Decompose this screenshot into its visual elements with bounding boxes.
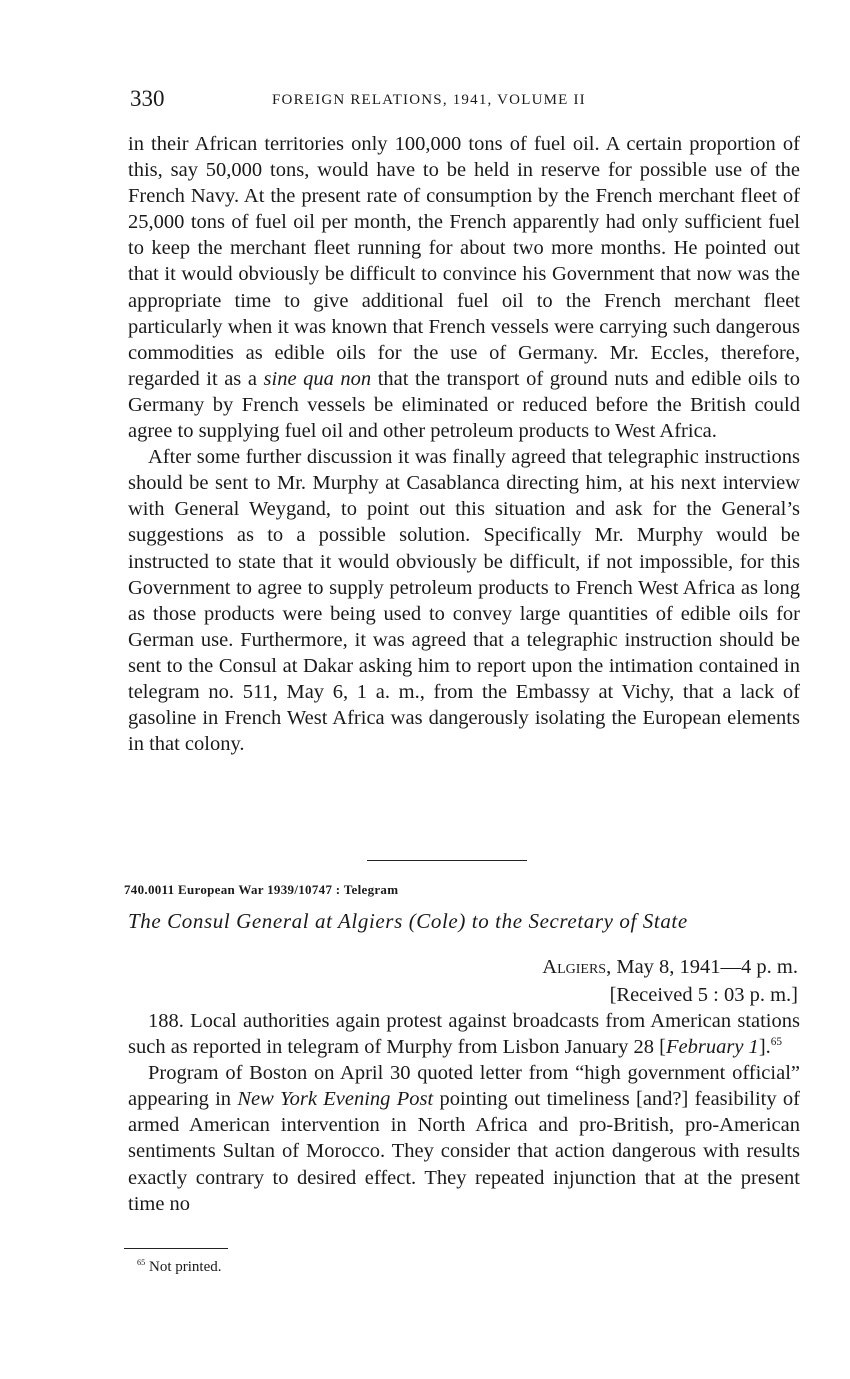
footnote-mark: 65 [137,1258,146,1268]
footnote [137,1259,222,1276]
footnote-reference: 65 [770,1036,783,1049]
dateline-received: [Received 5 : 03 p. m.] [609,984,798,1006]
paragraph-text: 188. Local authorities again protest against broadcasts from American stations such as reported in telegram of Murphy from Lisbon January 28 [ [128,1010,800,1059]
dateline-sent [542,953,798,981]
italic-date: February 1 [666,1036,759,1059]
document-title: The Consul General at Algiers (Cole) to the Secretary of State [128,909,688,933]
paragraph-broadcasts [128,1008,800,1060]
italic-publication: New York Evening Post [237,1088,434,1111]
paragraph-text: Program of Boston on April 30 quoted letter from “high government official” appearing in [128,1062,800,1111]
footnote-divider [124,1248,228,1249]
running-head: FOREIGN RELATIONS, 1941, VOLUME II [272,92,586,108]
paragraph-text: pointing out timeliness [and?] feasibility of armed American intervention in North Africa and pro-British, pro-American sentiments Sultan of Morocco. They consider that action dangerous with results exactly contrary to desired effect. They repeated injunction that at the present time no [128,1088,801,1215]
bracket-close: ]. [758,1036,771,1059]
dateline [542,953,798,1009]
section-divider [367,860,527,861]
paragraph-text: in their African territories only 100,000 tons of fuel oil. A certain proportion of this, say 50,000 tons, would have to be held in reserve for possible use of the French Navy. At the present rate of consumption by the French merchant fleet of 25,000 tons of fuel oil per month, the French apparently had only sufficient fuel to keep the merchant fleet running for about two more months. He pointed out that it would obviously be difficult to convince his Government that now was the appropriate time to give additional fuel oil to the French merchant fleet particularly when it was known that French vessels were carrying such dangerous commodities as edible oils for the use of Germany. Mr. Eccles, therefore, regarded it as a [128,133,800,390]
footnote-text: Not printed. [145,1259,222,1275]
discussion-text-block [128,131,800,757]
paragraph-agreement: After some further discussion it was finally agreed that telegraphic instructions should be sent to Mr. Murphy at Casablanca directing him, at his next interview with General Weygand, to point out this situation and ask for the General’s suggestions as to a possible solution. Specifically Mr. Murphy would be instructed to state that it would obviously be difficult, if not impossible, for this Government to agree to supply petroleum products to French West Africa as long as those products were being used to convey large quantities of edible oils for German use. Furthermore, it was agreed that a telegraphic instruction should be sent to the Consul at Dakar asking him to report upon the intimation contained in telegram no. 511, May 6, 1 a. m., from the Embassy at Vichy, that a lack of gasoline in French West Africa was dangerously isolating the European elements in that colony. [128,446,800,756]
document-file-reference: 740.0011 European War 1939/10747 : Telegram [124,882,399,897]
page-header [130,86,670,116]
dateline-date: May 8, 1941—4 p. m. [611,956,798,978]
paragraph-fuel-oil [128,131,800,444]
italic-phrase: sine qua non [263,367,372,390]
dateline-place: Algiers, [542,956,612,978]
paragraph-program-boston [128,1060,800,1217]
page-number: 330 [130,86,165,111]
telegram-text-block [128,1008,800,1217]
paragraph-text: that the transport of ground nuts and edible oils to Germany by French vessels be eliminated or reduced before the British could agree to supplying fuel oil and other petroleum products to West Africa. [128,367,801,443]
